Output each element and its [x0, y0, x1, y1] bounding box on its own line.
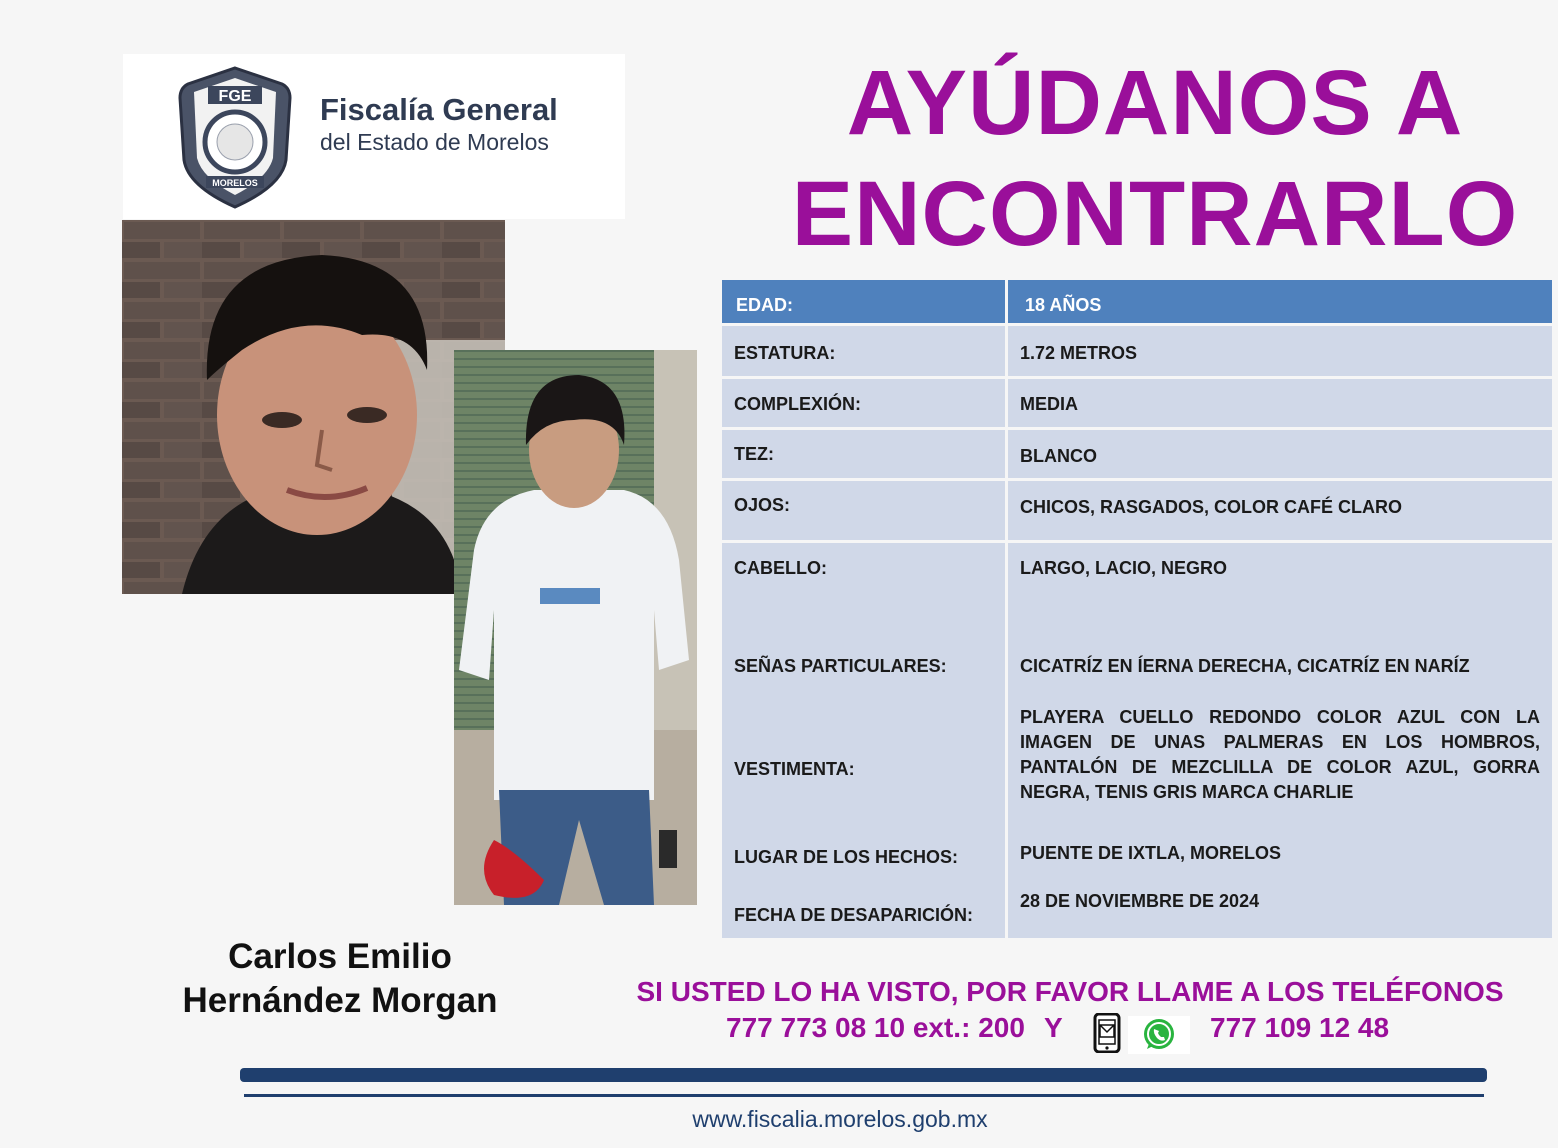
table-block-details — [722, 543, 1552, 938]
label-edad: EDAD: — [736, 295, 793, 315]
value-senas: CICATRÍZ EN ÍERNA DERECHA, CICATRÍZ EN NARÍZ — [1020, 656, 1470, 676]
label-vestimenta: VESTIMENTA: — [734, 759, 855, 779]
contact-phone-primary[interactable]: 777 773 08 10 ext.: 200 — [726, 1012, 1025, 1043]
logo-subtitle: del Estado de Morelos — [320, 129, 549, 155]
value-tez: BLANCO — [1020, 446, 1097, 466]
value-lugar: PUENTE DE IXTLA, MORELOS — [1020, 843, 1282, 863]
contact-conjunction: Y — [1044, 1012, 1063, 1043]
full-body-photo — [454, 350, 697, 905]
label-cabello: CABELLO: — [734, 558, 827, 578]
table-row-complexion — [722, 379, 1552, 427]
missing-person-name — [140, 935, 540, 1023]
label-ojos: OJOS: — [734, 495, 791, 515]
value-complexion: MEDIA — [1020, 394, 1078, 414]
footer-divider-thin — [244, 1094, 1484, 1097]
whatsapp-icon-box — [1128, 1016, 1190, 1054]
logo-title: Fiscalía General — [320, 92, 558, 127]
contact-phone-whatsapp[interactable]: 777 109 12 48 — [1210, 1012, 1390, 1043]
label-lugar: LUGAR DE LOS HECHOS: — [734, 847, 959, 867]
label-complexion: COMPLEXIÓN: — [734, 394, 862, 414]
table-row-tez — [722, 430, 1552, 478]
headline-line1: AYÚDANOS A — [846, 52, 1464, 154]
full-body-photo-image — [454, 350, 697, 905]
headline — [760, 48, 1550, 270]
fiscalia-logo — [123, 54, 625, 219]
name-line1: Carlos Emilio — [228, 937, 452, 976]
svg-text:FGE: FGE — [218, 88, 252, 105]
table-row-edad — [722, 280, 1552, 323]
label-senas: SEÑAS PARTICULARES: — [734, 656, 947, 676]
label-estatura: ESTATURA: — [734, 343, 836, 363]
name-line2: Hernández Morgan — [182, 981, 498, 1020]
headline-line2: ENCONTRARLO — [791, 163, 1519, 265]
mobile-phone-icon — [1093, 1013, 1121, 1053]
footer-divider-thick — [240, 1068, 1487, 1082]
value-fecha: 28 DE NOVIEMBRE DE 2024 — [1020, 891, 1260, 911]
table-row-estatura — [722, 326, 1552, 376]
svg-text:MORELOS: MORELOS — [212, 178, 258, 188]
label-fecha: FECHA DE DESAPARICIÓN: — [734, 905, 974, 925]
shield-badge-icon — [178, 64, 293, 211]
label-tez: TEZ: — [734, 444, 774, 464]
contact-prompt: SI USTED LO HA VISTO, POR FAVOR LLAME A LOS TELÉFONOS — [636, 976, 1504, 1007]
website-link[interactable]: www.fiscalia.morelos.gob.mx — [692, 1106, 988, 1132]
portrait-photo — [122, 220, 505, 594]
value-edad: 18 AÑOS — [1025, 295, 1102, 315]
value-vestimenta: PLAYERA CUELLO REDONDO COLOR AZUL CON LA IMAGEN DE UNAS PALMERAS EN LOS HOMBROS, PANTALÓN DE MEZCLILLA DE COLOR AZUL, GORRA NEGRA, TENIS GRIS MARCA CHARLIE — [1020, 707, 1540, 802]
portrait-photo-image — [122, 220, 505, 594]
value-cabello: LARGO, LACIO, NEGRO — [1020, 558, 1227, 578]
value-ojos: CHICOS, RASGADOS, COLOR CAFÉ CLARO — [1020, 497, 1403, 517]
whatsapp-icon — [1128, 1016, 1190, 1054]
value-estatura: 1.72 METROS — [1020, 343, 1138, 363]
table-row-ojos — [722, 481, 1552, 540]
